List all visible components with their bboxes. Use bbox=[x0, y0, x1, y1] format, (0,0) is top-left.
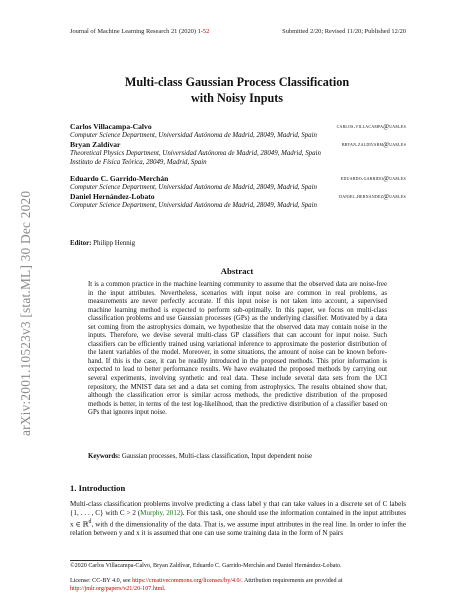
abstract-heading: Abstract bbox=[220, 266, 254, 276]
intro-paragraph bbox=[70, 500, 406, 538]
license-text: . Attribution requirements are provided at bbox=[241, 578, 343, 584]
editor-name: Philipp Hennig bbox=[91, 240, 136, 247]
editor-label: Editor: bbox=[70, 240, 92, 247]
author-block bbox=[70, 140, 406, 170]
author-affiliation: Computer Science Department, Universidad Autónoma de Madrid, 28049, Madrid, Spain bbox=[70, 184, 317, 191]
intro-text: , with d the dimensionality of the data. That is, we assume input attributes in the real line. In order to infer the relation between y and x it is assumed that one can use some training data in the form of N pairs bbox=[70, 520, 406, 538]
author-affiliation: Computer Science Department, Universidad Autónoma de Madrid, 28049, Madrid, Spain bbox=[70, 132, 317, 139]
author-block bbox=[70, 174, 406, 194]
citation-link[interactable]: Murphy, 2012 bbox=[140, 508, 181, 517]
pages-link[interactable]: 52 bbox=[202, 28, 210, 35]
keywords-line bbox=[88, 453, 388, 460]
paper-title bbox=[0, 74, 474, 106]
author-name: Daniel Hernández-Lobato bbox=[70, 192, 155, 201]
footnote-rule bbox=[70, 560, 142, 561]
title-line-2: with Noisy Inputs bbox=[190, 91, 284, 105]
journal-header bbox=[70, 28, 209, 35]
license-text: License: CC-BY 4.0, see bbox=[70, 578, 133, 584]
attribution-link[interactable]: http://jmlr.org/papers/v21/20-107.html bbox=[70, 586, 164, 592]
editor-line bbox=[70, 240, 135, 247]
author-email: bryan.zaldivarm@uam.es bbox=[341, 141, 406, 148]
copyright-notice: ©2020 Carlos Villacampa-Calvo, Bryan Zaldívar, Eduardo C. Garrido-Merchán and Daniel Hernández-Lobato. bbox=[70, 563, 342, 569]
intro-text: Multi-class classification problems involve predicting a class label y that can take values in a discrete set of C labels {1, . . . , C} with C > 2 ( bbox=[70, 500, 406, 517]
section-heading: 1. Introduction bbox=[70, 483, 126, 493]
abstract-text: It is a common practice in the machine learning community to assume that the observed data are noise-free in the input attributes. Nevertheless, scenarios with input noise are common in real problems, as measurements are never perfectly accurate. If this input noise is not taken into account, a supervised machine learning method is expected to perform sub-optimally. In this paper, we focus on multi-class classification problems and use Gaussian processes (GPs) as the underlying classifier. Motivated by a data set coming from the astrophysics domain, we hypothesize that the observed data may contain noise in the inputs. Therefore, we devise several multi-class GP classifiers that can account for input noise. Such classifiers can be efficiently trained using variational inference to approximate the posterior distribution of the latent variables of the model. Moreover, in some situations, the amount of noise can be known before-hand. If this is the case, it can be readily introduced in the proposed methods. This prior information is expected to lead to better performance results. We have evaluated the proposed methods by carrying out several experiments, involving synthetic and real data. These include several data sets from the UCI repository, the MNIST data set and a data set coming from astrophysics. The results obtained show that, although the classification error is similar across methods, the predictive distribution of the proposed methods is better, in terms of the test log-likelihood, than the predictive distribution of a classifier based on GPs that ignores input noise. bbox=[88, 281, 387, 417]
author-email: daniel.hernandez@uam.es bbox=[339, 193, 406, 200]
license-link[interactable]: https://creativecommons.org/licenses/by/4.0/ bbox=[132, 578, 242, 584]
intro-text: ). For this task, one should use the information contained in the input attributes x ∈ ℝ bbox=[70, 508, 406, 529]
superscript: d bbox=[88, 518, 92, 525]
author-affiliation: Instituto de Física Teórica, 28049, Madrid, Spain bbox=[70, 159, 207, 166]
author-block bbox=[70, 192, 406, 212]
keywords-label: Keywords: bbox=[88, 453, 121, 460]
journal-name: Journal of Machine Learning Research 21 (2020) 1- bbox=[70, 28, 203, 35]
arxiv-stamp: arXiv:2001.10523v3 [stat.ML] 30 Dec 2020 bbox=[18, 190, 33, 436]
submission-dates: Submitted 2/20; Revised 11/20; Published 12/20 bbox=[282, 28, 406, 35]
license-text: . bbox=[164, 586, 166, 592]
author-affiliation: Computer Science Department, Universidad Autónoma de Madrid, 28049, Madrid, Spain bbox=[70, 202, 317, 209]
license-notice bbox=[70, 577, 410, 593]
author-name: Carlos Villacampa-Calvo bbox=[70, 122, 152, 131]
keywords-list: Gaussian processes, Multi-class classification, Input dependent noise bbox=[120, 453, 313, 460]
author-email: eduardo.garrido@uam.es bbox=[340, 175, 406, 182]
author-affiliation: Theoretical Physics Department, Universidad Autónoma de Madrid, 28049, Madrid, Spain bbox=[70, 150, 321, 157]
author-block bbox=[70, 122, 406, 142]
author-email: carlos.villacampa@uam.es bbox=[336, 123, 406, 130]
author-name: Bryan Zaldívar bbox=[70, 140, 121, 149]
title-line-1: Multi-class Gaussian Process Classification bbox=[124, 75, 350, 89]
author-name: Eduardo C. Garrido-Merchán bbox=[70, 174, 169, 183]
